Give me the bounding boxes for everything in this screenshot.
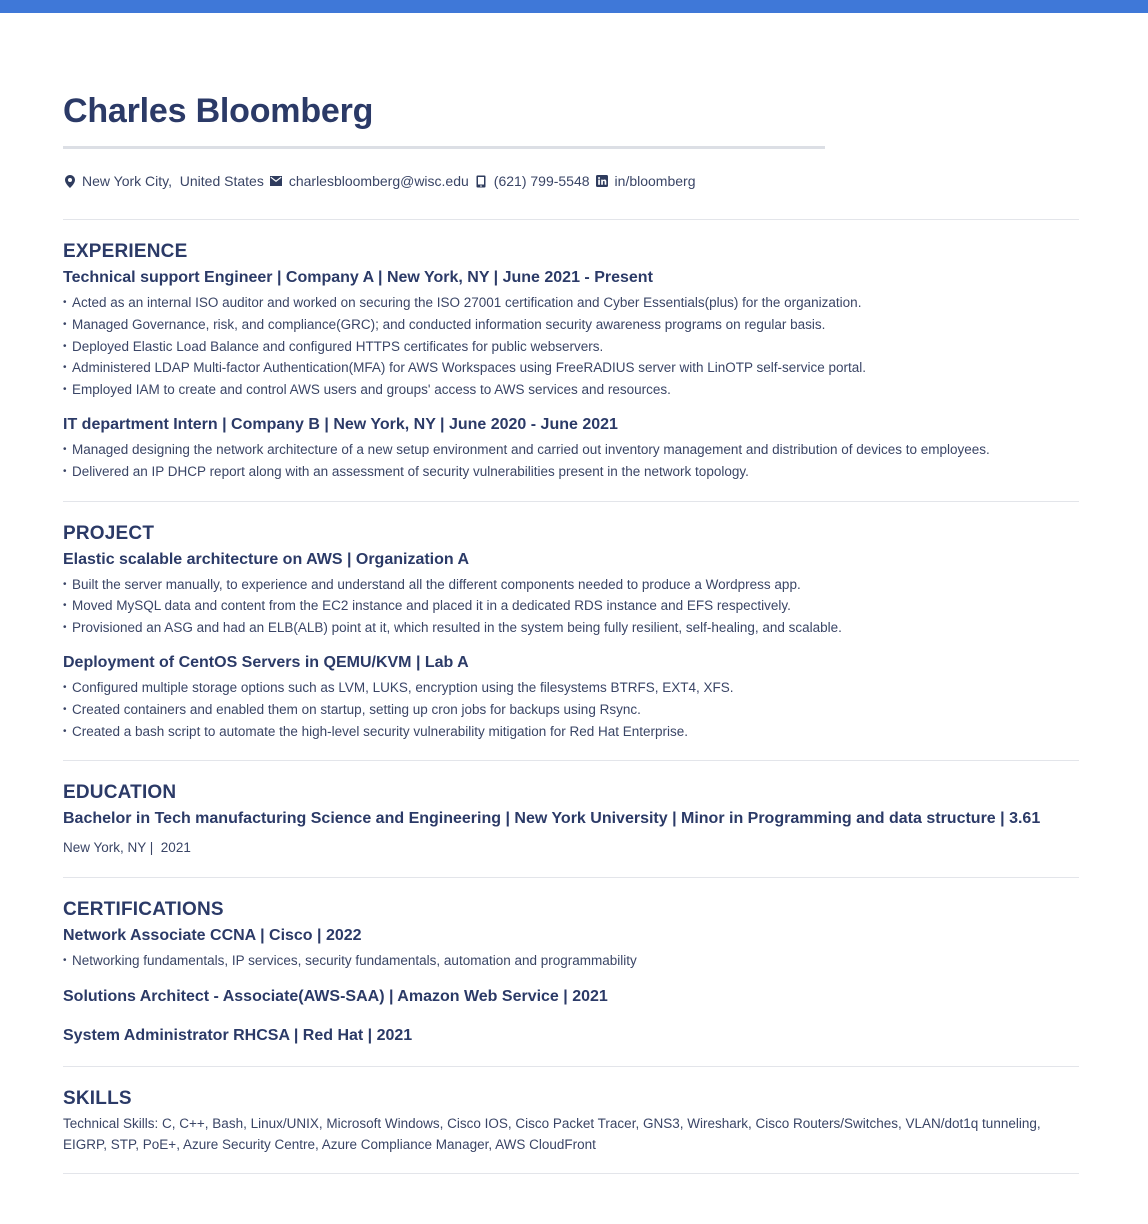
bullet-item: • Created a bash script to automate the high-level security vulnerability mitigation for Red Hat Enterprise. bbox=[63, 721, 1079, 743]
certifications-section bbox=[63, 878, 1079, 1066]
skills-text: Technical Skills: C, C++, Bash, Linux/UNIX, Microsoft Windows, Cisco IOS, Cisco Packet Tracer, GNS3, Wireshark, Cisco Routers/Switches, VLAN/dot1q tunneling, EIGRP, STP, PoE+, Azure Security Centre, Azure Compliance Manager, AWS CloudFront bbox=[63, 1116, 1041, 1153]
section-divider bbox=[63, 1173, 1079, 1174]
bullet-item: • Managed Governance, risk, and compliance(GRC); and conducted information security awareness programs on regular basis. bbox=[63, 314, 1079, 336]
bullet-item: • Managed designing the network architecture of a new setup environment and carried out inventory management and distribution of devices to employees. bbox=[63, 439, 1079, 461]
section-title-certifications: CERTIFICATIONS bbox=[63, 899, 224, 921]
bullet-item: • Acted as an internal ISO auditor and worked on securing the ISO 27001 certification and Cyber Essentials(plus) for the organization. bbox=[63, 292, 1079, 314]
linkedin-icon bbox=[596, 174, 609, 188]
experience-section bbox=[63, 220, 1079, 501]
phone-text[interactable]: (621) 799-5548 bbox=[493, 173, 590, 189]
section-title-project: PROJECT bbox=[63, 522, 155, 544]
bullet-list bbox=[63, 574, 1079, 639]
bullet-item: • Networking fundamentals, IP services, security fundamentals, automation and programmability bbox=[63, 950, 1079, 972]
top-accent-bar bbox=[0, 0, 1148, 13]
mobile-phone-icon bbox=[475, 174, 488, 188]
entry-heading: IT department Intern | Company B | New York, NY | June 2020 - June 2021 bbox=[63, 415, 618, 433]
entry-heading: Deployment of CentOS Servers in QEMU/KVM | Lab A bbox=[63, 653, 469, 671]
section-title-skills: SKILLS bbox=[63, 1088, 132, 1110]
entry-heading: Elastic scalable architecture on AWS | Organization A bbox=[63, 550, 470, 568]
entry-heading: Network Associate CCNA | Cisco | 2022 bbox=[63, 927, 362, 945]
email-text[interactable]: charlesbloomberg@wisc.edu bbox=[288, 173, 469, 189]
bullet-item: • Provisioned an ASG and had an ELB(ALB) point at it, which resulted in the system being fully resilient, self-healing, and scalable. bbox=[63, 617, 1079, 639]
name-underline bbox=[63, 146, 825, 149]
contact-linkedin[interactable] bbox=[596, 173, 696, 189]
certification-entry bbox=[63, 1024, 1079, 1048]
certification-entry bbox=[63, 985, 1079, 1009]
bullet-item: • Delivered an IP DHCP report along with an assessment of security vulnerabilities present in the network topology. bbox=[63, 461, 1079, 483]
envelope-icon bbox=[270, 174, 283, 188]
section-title-education: EDUCATION bbox=[63, 782, 177, 804]
entry-heading: System Administrator RHCSA | Red Hat | 2021 bbox=[63, 1027, 413, 1045]
contact-row bbox=[63, 171, 1079, 191]
education-section bbox=[63, 761, 1079, 877]
bullet-list bbox=[63, 439, 1079, 483]
contact-location bbox=[63, 173, 264, 189]
skills-section bbox=[63, 1067, 1079, 1173]
experience-entry bbox=[63, 266, 1079, 401]
entry-heading: Solutions Architect - Associate(AWS-SAA) | Amazon Web Service | 2021 bbox=[63, 988, 608, 1006]
candidate-name: Charles Bloomberg bbox=[63, 92, 374, 130]
experience-entry bbox=[63, 413, 1079, 483]
entry-heading: Bachelor in Tech manufacturing Science and Engineering | New York University | Minor in Programming and data structure | 3.61 bbox=[63, 810, 1041, 828]
bullet-item: • Created containers and enabled them on startup, setting up cron jobs for backups using Rsync. bbox=[63, 699, 1079, 721]
map-pin-icon bbox=[63, 174, 76, 188]
bullet-item: • Moved MySQL data and content from the EC2 instance and placed it in a dedicated RDS instance and EFS respectively. bbox=[63, 595, 1079, 617]
section-title-experience: EXPERIENCE bbox=[63, 241, 188, 262]
bullet-item: • Administered LDAP Multi-factor Authentication(MFA) for AWS Workspaces using FreeRADIUS server with LinOTP self-service portal. bbox=[63, 357, 1079, 379]
project-section bbox=[63, 502, 1079, 761]
bullet-list bbox=[63, 950, 1079, 972]
certification-entry bbox=[63, 924, 1079, 972]
entry-heading: Technical support Engineer | Company A | New York, NY | June 2021 - Present bbox=[63, 269, 653, 286]
location-text: New York City, United States bbox=[82, 173, 264, 189]
bullet-list bbox=[63, 677, 1079, 742]
project-entry bbox=[63, 651, 1079, 742]
education-details: New York, NY | 2021 bbox=[63, 840, 191, 856]
bullet-item: • Employed IAM to create and control AWS users and groups' access to AWS services and resources. bbox=[63, 379, 1079, 401]
bullet-item: • Configured multiple storage options such as LVM, LUKS, encryption using the filesystems BTRFS, EXT4, XFS. bbox=[63, 677, 1079, 699]
bullet-list bbox=[63, 292, 1079, 401]
bullet-item: • Deployed Elastic Load Balance and configured HTTPS certificates for public webservers. bbox=[63, 336, 1079, 358]
contact-email[interactable] bbox=[270, 173, 469, 189]
linkedin-text[interactable]: in/bloomberg bbox=[614, 173, 696, 189]
contact-phone[interactable] bbox=[475, 173, 590, 189]
resume-page bbox=[63, 86, 1079, 1174]
bullet-item: • Built the server manually, to experience and understand all the different components needed to produce a Wordpress app. bbox=[63, 574, 1079, 596]
project-entry bbox=[63, 548, 1079, 639]
